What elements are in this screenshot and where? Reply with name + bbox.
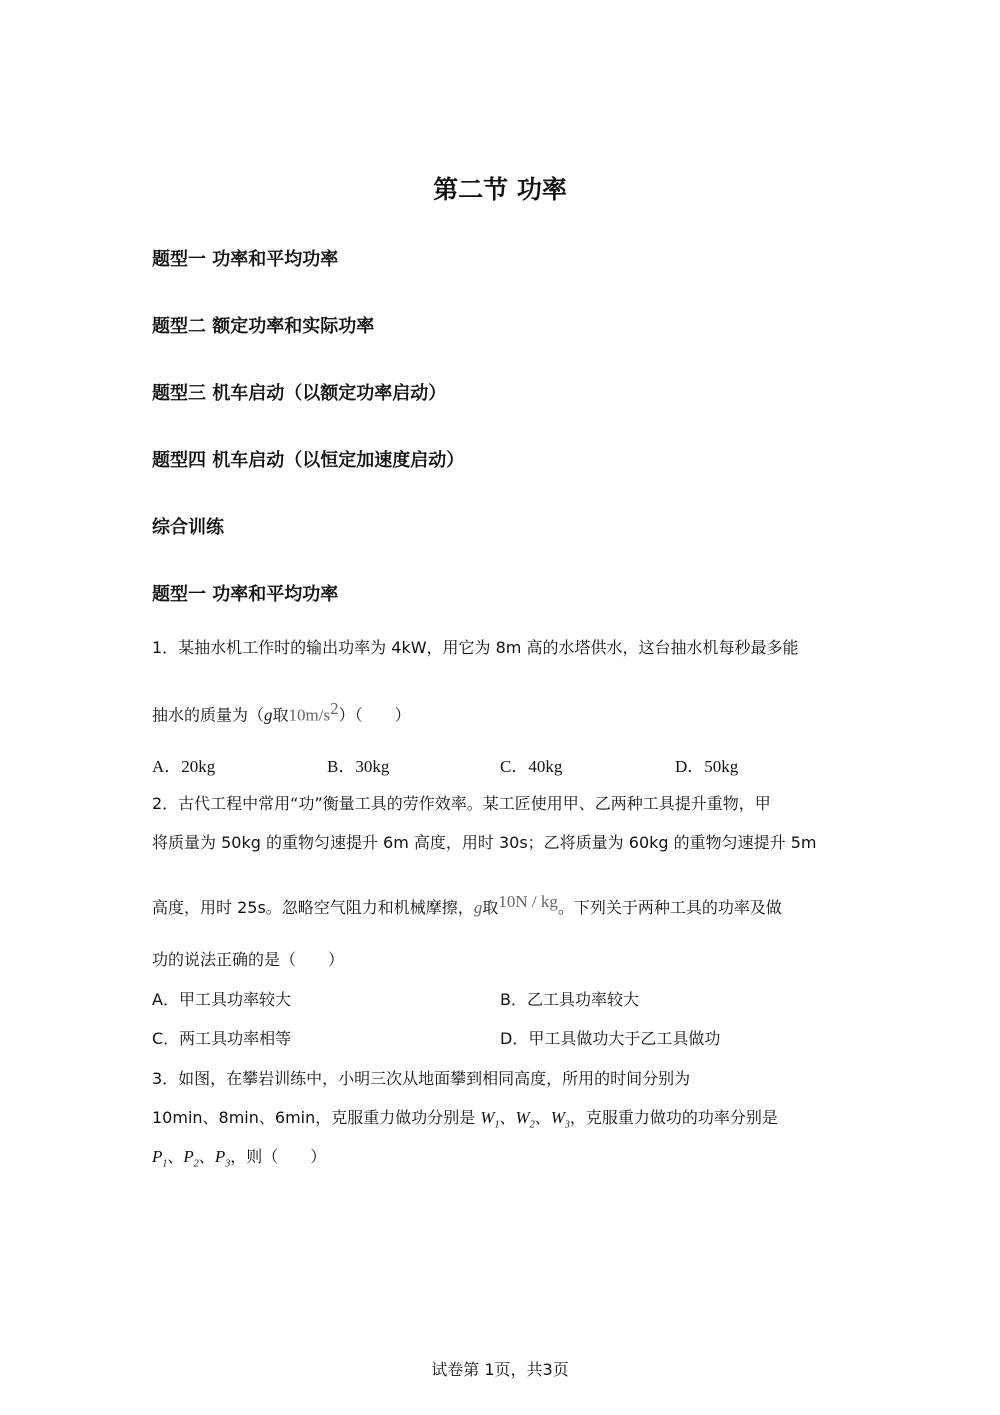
q1-option-a: A．20kg	[152, 757, 216, 776]
q3-line1: 3．如图，在攀岩训练中，小明三次从地面攀到相同高度，所用的时间分别为	[152, 1069, 691, 1088]
q1-option-c: C．40kg	[500, 757, 563, 776]
q1-option-d: D．50kg	[675, 757, 739, 776]
g-symbol: g	[473, 898, 483, 917]
q2-line1: 2．古代工程中常用“功”衡量工具的劳作效率。某工匠使用甲、乙两种工具提升重物，甲	[152, 794, 771, 813]
q2-line4: 功的说法正确的是（ ）	[152, 950, 345, 969]
q2-option-c: C．两工具功率相等	[152, 1029, 292, 1048]
q3-line3: $P_1$、$P_2$、$P_3$，则（ ）	[152, 1147, 327, 1170]
q2-option-d: D．甲工具做功大于乙工具做功	[500, 1029, 721, 1048]
q1-line2: 抽水的质量为（g取$10m/s^2$）（ ）	[152, 699, 411, 725]
q2-line3: 高度，用时 25s。忽略空气阻力和机械摩擦，g取10N / kg。下列关于两种工具的功率及做	[152, 892, 782, 917]
g-value: 10m/s	[288, 705, 331, 725]
q1-option-b: B．30kg	[327, 757, 390, 776]
q2-option-a: A．甲工具功率较大	[152, 990, 291, 1009]
q1-line1: 1．某抽水机工作时的输出功率为 4kW，用它为 8m 高的水塔供水，这台抽水机每秒最多能	[152, 638, 799, 657]
page-title: 第二节 功率	[433, 175, 567, 204]
toc-item-5: 综合训练	[152, 517, 224, 538]
section-heading: 题型一 功率和平均功率	[152, 584, 339, 605]
toc-item-2: 题型二 额定功率和实际功率	[152, 316, 375, 337]
g-symbol: g	[264, 705, 273, 725]
toc-item-4: 题型四 机车启动（以恒定加速度启动）	[152, 450, 465, 471]
q2-option-b: B．乙工具功率较大	[500, 990, 639, 1009]
toc-item-3: 题型三 机车启动（以额定功率启动）	[152, 383, 447, 404]
q2-line2: 将质量为 50kg 的重物匀速提升 6m 高度，用时 30s；乙将质量为 60kg 的重物匀速提升 5m	[152, 833, 817, 852]
q3-line2: 10min、8min、6min，克服重力做功分别是 $W_1$、$W_2$、$W_3$，克服重力做功的功率分别是	[152, 1108, 778, 1131]
page-footer: 试卷第 1页，共3页	[431, 1360, 569, 1379]
g-value: 10N / kg	[498, 892, 558, 911]
toc-item-1: 题型一 功率和平均功率	[152, 249, 339, 270]
